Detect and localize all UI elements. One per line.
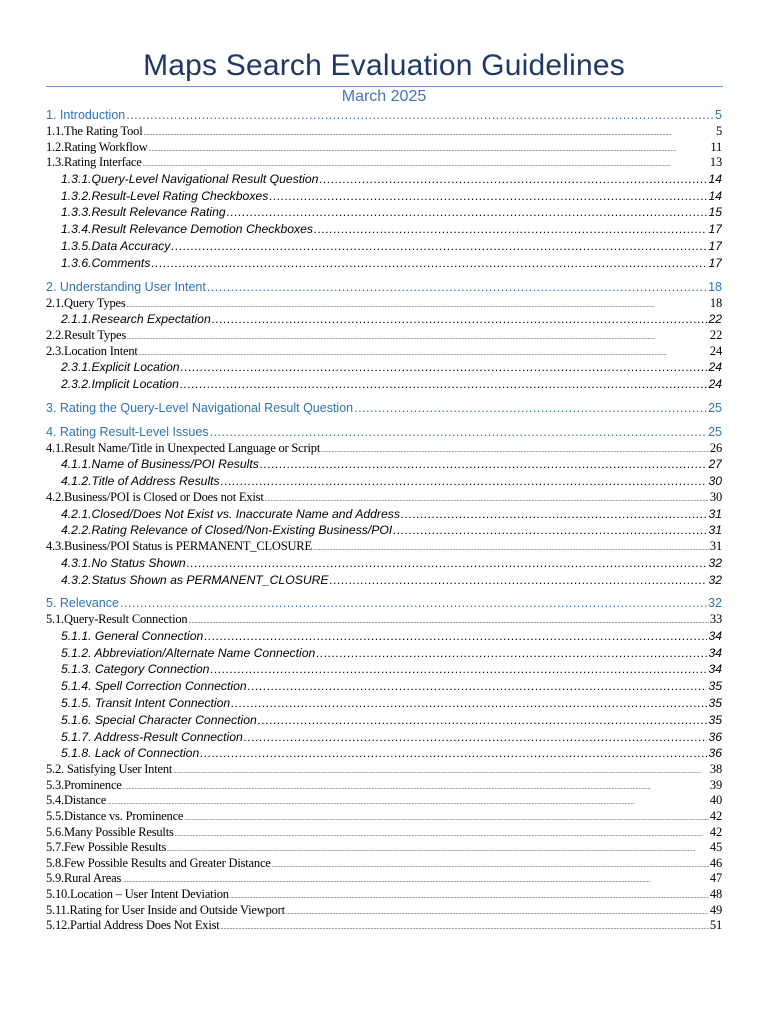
toc-entry-label: 1. Introduction bbox=[46, 108, 126, 122]
toc-dot-leader bbox=[272, 859, 709, 872]
toc-entry-page: 5 bbox=[715, 108, 722, 122]
toc-entry-label: 2.3.2.Implicit Location bbox=[61, 376, 179, 391]
toc-dot-leader bbox=[227, 204, 708, 221]
toc-entry[interactable] bbox=[46, 107, 722, 124]
toc-entry[interactable] bbox=[46, 903, 722, 919]
toc-entry-label: 5.4.Distance bbox=[46, 793, 107, 808]
toc-entry[interactable] bbox=[46, 555, 722, 572]
toc-entry[interactable] bbox=[46, 238, 722, 255]
toc-entry-page: 24 bbox=[709, 343, 722, 358]
toc-dot-leader bbox=[171, 238, 707, 255]
toc-entry-page: 11 bbox=[710, 139, 722, 154]
toc-entry-page: 27 bbox=[708, 457, 722, 472]
toc-entry-label: 4.1.1.Name of Business/POI Results bbox=[61, 457, 259, 472]
toc-entry-page: 15 bbox=[708, 205, 722, 220]
toc-entry[interactable] bbox=[46, 376, 722, 393]
toc-entry-label: 5.1.Query-Result Connection bbox=[46, 612, 188, 627]
toc-entry-page: 48 bbox=[709, 887, 722, 902]
toc-entry[interactable] bbox=[46, 793, 722, 809]
toc-entry-label: 5.11.Rating for User Inside and Outside Viewport bbox=[46, 902, 285, 917]
toc-entry-page: 38 bbox=[709, 762, 722, 777]
toc-entry-page: 34 bbox=[708, 628, 722, 643]
toc-dot-leader bbox=[231, 695, 707, 712]
toc-entry-label: 2.3.1.Explicit Location bbox=[61, 360, 180, 375]
toc-dot-leader bbox=[127, 299, 709, 312]
toc-entry[interactable] bbox=[46, 296, 722, 312]
toc-entry-page: 35 bbox=[708, 712, 722, 727]
toc-entry[interactable] bbox=[46, 762, 722, 778]
toc-dot-leader bbox=[210, 661, 707, 678]
toc-dot-leader bbox=[207, 279, 707, 296]
toc-entry-page: 45 bbox=[709, 840, 722, 855]
toc-entry[interactable] bbox=[46, 678, 722, 695]
toc-entry-page: 18 bbox=[709, 295, 722, 310]
toc-entry[interactable] bbox=[46, 729, 722, 746]
toc-entry-label: 1.3.6.Comments bbox=[61, 255, 151, 270]
toc-entry-page: 46 bbox=[709, 855, 722, 870]
toc-entry-label: 2.1.Query Types bbox=[46, 295, 126, 310]
toc-dot-leader bbox=[173, 765, 709, 778]
toc-entry-page: 35 bbox=[708, 679, 722, 694]
toc-entry-page: 39 bbox=[709, 777, 722, 792]
toc-entry-page: 31 bbox=[709, 539, 722, 554]
toc-entry[interactable] bbox=[46, 490, 722, 506]
toc-dot-leader bbox=[184, 812, 709, 825]
toc-entry[interactable] bbox=[46, 424, 722, 441]
toc-dot-leader bbox=[167, 843, 709, 856]
toc-dot-leader bbox=[200, 745, 707, 762]
toc-entry[interactable] bbox=[46, 628, 722, 645]
toc-entry-label: 2.2.Result Types bbox=[46, 327, 127, 342]
toc-entry-label: 1.3.2.Result-Level Rating Checkboxes bbox=[61, 188, 269, 203]
toc-entry-page: 49 bbox=[709, 902, 722, 917]
toc-entry-page: 40 bbox=[709, 793, 722, 808]
toc-entry-label: 1.3.1.Query-Level Navigational Result Question bbox=[61, 171, 319, 186]
toc-entry[interactable] bbox=[46, 204, 722, 221]
toc-entry-label: 4. Rating Result-Level Issues bbox=[46, 424, 209, 439]
toc-entry-label: 5.1.4. Spell Correction Connection bbox=[61, 679, 247, 694]
toc-entry-label: 5.1.8. Lack of Connection bbox=[61, 746, 200, 761]
toc-entry-page: 24 bbox=[708, 376, 722, 391]
toc-dot-leader bbox=[107, 796, 709, 809]
toc-dot-leader bbox=[321, 444, 709, 457]
toc-entry-label: 2. Understanding User Intent bbox=[46, 279, 206, 294]
toc-entry-label: 5.9.Rural Areas bbox=[46, 871, 122, 886]
toc-entry[interactable] bbox=[46, 695, 722, 712]
toc-entry-page: 34 bbox=[708, 662, 722, 677]
toc-dot-leader bbox=[354, 400, 707, 417]
toc-entry[interactable] bbox=[46, 572, 722, 589]
toc-entry-label: 5.1.1. General Connection bbox=[61, 628, 204, 643]
toc-entry-page: 35 bbox=[708, 696, 722, 711]
toc-entry[interactable] bbox=[46, 171, 722, 188]
toc-entry-page: 31 bbox=[708, 523, 722, 538]
toc-entry-page: 17 bbox=[708, 238, 722, 253]
toc-entry[interactable] bbox=[46, 456, 722, 473]
toc-entry-label: 4.1.Result Name/Title in Unexpected Language or Script bbox=[46, 440, 321, 455]
toc-entry[interactable] bbox=[46, 473, 722, 490]
toc-entry[interactable] bbox=[46, 140, 722, 156]
toc-dot-leader bbox=[210, 424, 708, 441]
toc-entry-page: 14 bbox=[708, 188, 722, 203]
toc-entry-label: 2.1.1.Research Expectation bbox=[61, 312, 211, 327]
toc-entry[interactable] bbox=[46, 124, 722, 140]
toc-entry[interactable] bbox=[46, 522, 722, 539]
toc-entry-label: 5.12.Partial Address Does Not Exist bbox=[46, 918, 220, 933]
toc-dot-leader bbox=[181, 359, 708, 376]
toc-entry[interactable] bbox=[46, 809, 722, 825]
toc-entry-label: 4.2.1.Closed/Does Not Exist vs. Inaccurate Name and Address bbox=[61, 506, 400, 521]
toc-dot-leader bbox=[313, 542, 709, 555]
toc-entry-page: 25 bbox=[708, 400, 722, 415]
toc-entry[interactable] bbox=[46, 441, 722, 457]
toc-dot-leader bbox=[316, 645, 707, 662]
toc-dot-leader bbox=[204, 628, 707, 645]
toc-dot-leader bbox=[123, 781, 709, 794]
toc-entry-page: 14 bbox=[708, 171, 722, 186]
toc-entry-label: 2.3.Location Intent bbox=[46, 343, 138, 358]
toc-dot-leader bbox=[139, 347, 709, 360]
toc-entry-page: 22 bbox=[708, 312, 722, 327]
toc-entry-page: 31 bbox=[708, 506, 722, 521]
toc-entry[interactable] bbox=[46, 155, 722, 171]
toc-dot-leader bbox=[212, 311, 708, 328]
toc-entry-page: 42 bbox=[709, 824, 722, 839]
toc-dot-leader bbox=[126, 107, 714, 124]
toc-entry-label: 4.2.Business/POI is Closed or Does not Exist bbox=[46, 489, 264, 504]
toc-entry-page: 32 bbox=[708, 596, 722, 611]
toc-entry-label: 4.3.1.No Status Shown bbox=[61, 555, 186, 570]
toc-entry-page: 32 bbox=[708, 555, 722, 570]
toc-dot-leader bbox=[314, 221, 707, 238]
toc-entry[interactable] bbox=[46, 661, 722, 678]
toc-entry-label: 5.1.6. Special Character Connection bbox=[61, 712, 257, 727]
toc-entry-page: 30 bbox=[708, 474, 722, 489]
toc-entry[interactable] bbox=[46, 539, 722, 555]
toc-entry-page: 18 bbox=[708, 279, 722, 294]
toc-entry[interactable] bbox=[46, 506, 722, 523]
toc-dot-leader bbox=[143, 127, 714, 140]
toc-dot-leader bbox=[401, 506, 708, 523]
toc-entry[interactable] bbox=[46, 311, 722, 328]
toc-entry-label: 5.8.Few Possible Results and Greater Distance bbox=[46, 855, 271, 870]
table-of-contents bbox=[46, 107, 722, 934]
document-title: Maps Search Evaluation Guidelines bbox=[143, 49, 625, 82]
toc-entry-label: 1.3.4.Result Relevance Demotion Checkboxes bbox=[61, 222, 314, 237]
toc-entry-page: 47 bbox=[709, 871, 722, 886]
toc-entry-label: 5.6.Many Possible Results bbox=[46, 824, 174, 839]
toc-entry-page: 34 bbox=[708, 645, 722, 660]
toc-dot-leader bbox=[286, 906, 709, 919]
toc-entry-label: 4.2.2.Rating Relevance of Closed/Non-Existing Business/POI bbox=[61, 523, 393, 538]
toc-entry-label: 5.7.Few Possible Results bbox=[46, 840, 167, 855]
toc-entry-page: 42 bbox=[709, 809, 722, 824]
toc-entry[interactable] bbox=[46, 745, 722, 762]
toc-entry[interactable] bbox=[46, 400, 722, 417]
toc-entry-label: 3. Rating the Query-Level Navigational Result Question bbox=[46, 400, 354, 415]
toc-entry-label: 1.1.The Rating Tool bbox=[46, 124, 143, 138]
toc-dot-leader bbox=[149, 143, 710, 156]
toc-entry[interactable] bbox=[46, 279, 722, 296]
toc-entry-label: 1.3.5.Data Accuracy bbox=[61, 238, 171, 253]
toc-entry[interactable] bbox=[46, 645, 722, 662]
toc-entry[interactable] bbox=[46, 778, 722, 794]
toc-dot-leader bbox=[258, 712, 708, 729]
toc-entry[interactable] bbox=[46, 612, 722, 628]
toc-dot-leader bbox=[221, 473, 708, 490]
toc-entry[interactable] bbox=[46, 871, 722, 887]
toc-dot-leader bbox=[188, 615, 708, 628]
toc-entry-page: 36 bbox=[708, 729, 722, 744]
toc-entry-label: 4.3.2.Status Shown as PERMANENT_CLOSURE bbox=[61, 572, 329, 587]
toc-entry[interactable] bbox=[46, 825, 722, 841]
toc-dot-leader bbox=[319, 171, 707, 188]
toc-dot-leader bbox=[248, 678, 708, 695]
toc-entry-label: 5.2. Satisfying User Intent bbox=[46, 762, 173, 777]
toc-entry-page: 22 bbox=[709, 327, 722, 342]
toc-dot-leader bbox=[269, 188, 707, 205]
toc-dot-leader bbox=[122, 874, 709, 887]
toc-entry-label: 1.2.Rating Workflow bbox=[46, 139, 148, 154]
toc-dot-leader bbox=[120, 595, 707, 612]
toc-entry-page: 13 bbox=[709, 155, 722, 170]
toc-entry-label: 5.1.3. Category Connection bbox=[61, 662, 210, 677]
toc-entry[interactable] bbox=[46, 856, 722, 872]
toc-entry-label: 1.3.Rating Interface bbox=[46, 155, 142, 170]
toc-entry[interactable] bbox=[46, 918, 722, 934]
toc-entry-label: 5.10.Location – User Intent Deviation bbox=[46, 887, 229, 902]
toc-entry-page: 25 bbox=[708, 424, 722, 439]
toc-entry-label: 5.1.5. Transit Intent Connection bbox=[61, 696, 231, 711]
toc-entry-page: 51 bbox=[709, 918, 722, 933]
toc-entry-page: 30 bbox=[709, 489, 722, 504]
toc-entry-label: 4.3.Business/POI Status is PERMANENT_CLOSURE bbox=[46, 539, 312, 554]
toc-entry-page: 26 bbox=[709, 440, 722, 455]
toc-entry[interactable] bbox=[46, 887, 722, 903]
toc-entry[interactable] bbox=[46, 344, 722, 360]
toc-entry-label: 5.5.Distance vs. Prominence bbox=[46, 809, 184, 824]
toc-entry-page: 36 bbox=[708, 746, 722, 761]
toc-dot-leader bbox=[175, 828, 709, 841]
toc-dot-leader bbox=[143, 158, 709, 171]
toc-dot-leader bbox=[244, 729, 708, 746]
toc-dot-leader bbox=[127, 331, 709, 344]
toc-entry-page: 33 bbox=[709, 612, 722, 627]
toc-entry[interactable] bbox=[46, 328, 722, 344]
toc-entry[interactable] bbox=[46, 188, 722, 205]
toc-entry-label: 5.1.7. Address-Result Connection bbox=[61, 729, 243, 744]
toc-entry-page: 17 bbox=[708, 255, 722, 270]
toc-entry-page: 17 bbox=[708, 222, 722, 237]
document-date: March 2025 bbox=[341, 88, 427, 105]
toc-entry[interactable] bbox=[46, 359, 722, 376]
toc-entry-label: 5.1.2. Abbreviation/Alternate Name Connection bbox=[61, 645, 316, 660]
toc-dot-leader bbox=[180, 376, 708, 393]
toc-dot-leader bbox=[265, 493, 709, 506]
toc-dot-leader bbox=[151, 255, 707, 272]
toc-dot-leader bbox=[230, 890, 709, 903]
toc-dot-leader bbox=[260, 456, 708, 473]
toc-entry[interactable] bbox=[46, 712, 722, 729]
toc-entry[interactable] bbox=[46, 221, 722, 238]
toc-entry[interactable] bbox=[46, 595, 722, 612]
toc-entry-page: 32 bbox=[708, 572, 722, 587]
toc-dot-leader bbox=[221, 921, 709, 934]
toc-entry[interactable] bbox=[46, 255, 722, 272]
toc-entry-label: 5.3.Prominence bbox=[46, 777, 122, 792]
toc-entry-page: 5 bbox=[715, 124, 722, 138]
toc-entry-label: 1.3.3.Result Relevance Rating bbox=[61, 205, 226, 220]
toc-entry-page: 24 bbox=[708, 360, 722, 375]
toc-dot-leader bbox=[393, 522, 707, 539]
toc-entry-label: 5. Relevance bbox=[46, 596, 119, 611]
toc-entry[interactable] bbox=[46, 840, 722, 856]
toc-dot-leader bbox=[187, 555, 708, 572]
toc-dot-leader bbox=[330, 572, 708, 589]
toc-entry-label: 4.1.2.Title of Address Results bbox=[61, 474, 220, 489]
